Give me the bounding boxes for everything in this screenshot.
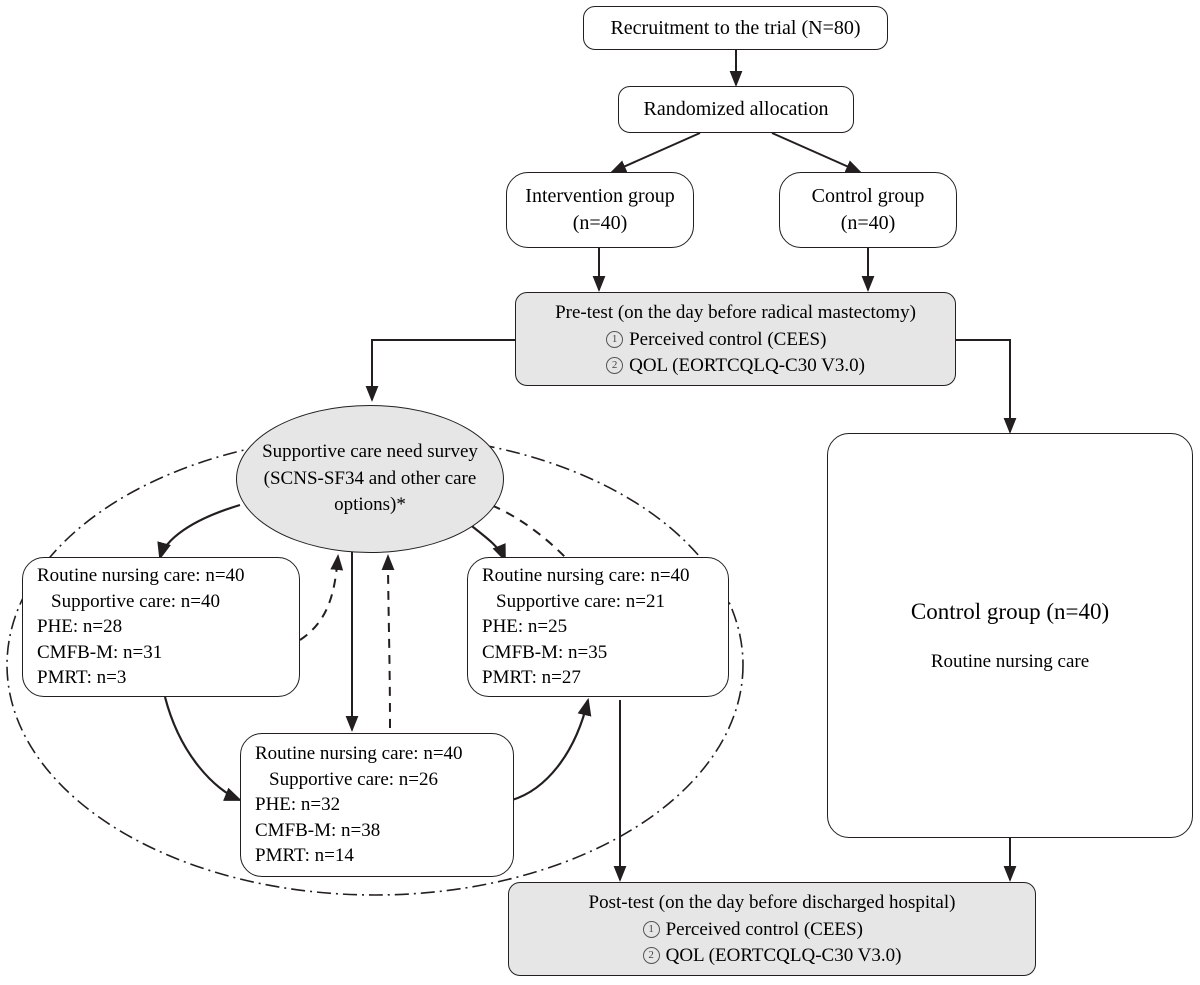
- cycle-bottom-line3: PHE: n=32: [255, 794, 341, 816]
- node-recruitment: [583, 6, 888, 50]
- control-arm-line1: Control group (n=40): [910, 599, 1110, 625]
- pretest-item-2: [606, 353, 865, 379]
- cycle-right-line2: Supportive care: n=21: [496, 590, 666, 612]
- pretest-title: Pre-test (on the day before radical mastectomy): [555, 301, 916, 323]
- cycle-right-line1: Routine nursing care: n=40: [482, 564, 690, 586]
- control-group-line2: (n=40): [840, 212, 896, 234]
- posttest-title: Post-test (on the day before discharged hospital): [588, 891, 956, 913]
- cycle-left-line2: Supportive care: n=40: [51, 590, 221, 612]
- survey-line1: Supportive care need survey: [262, 441, 478, 463]
- circled-number-1-icon: 1: [606, 331, 623, 348]
- posttest-item-1-label: Perceived control (CEES): [665, 919, 863, 941]
- cycle-bottom-line5: PMRT: n=14: [255, 845, 354, 867]
- node-supportive-care-need-survey: [236, 405, 504, 553]
- cycle-left-line5: PMRT: n=3: [37, 667, 127, 689]
- cycle-right-line3: PHE: n=25: [482, 616, 568, 638]
- cycle-right-line4: CMFB-M: n=35: [482, 641, 608, 663]
- survey-line3: options)*: [334, 494, 406, 516]
- node-cycle-left: [22, 557, 300, 697]
- node-cycle-bottom: [240, 733, 514, 877]
- cycle-bottom-line4: CMFB-M: n=38: [255, 819, 381, 841]
- intervention-group-line2: (n=40): [572, 212, 628, 234]
- node-control-group: [779, 172, 957, 248]
- control-group-line1: Control group: [811, 185, 925, 207]
- node-randomized-allocation: [618, 86, 854, 133]
- recruitment-label: Recruitment to the trial (N=80): [610, 16, 861, 39]
- cycle-right-line5: PMRT: n=27: [482, 667, 581, 689]
- cycle-left-line1: Routine nursing care: n=40: [37, 564, 245, 586]
- intervention-group-line1: Intervention group: [525, 185, 675, 207]
- cycle-left-line4: CMFB-M: n=31: [37, 641, 163, 663]
- circled-number-2-icon: 2: [606, 357, 623, 374]
- circled-number-1-icon: 1: [643, 921, 660, 938]
- cycle-bottom-line1: Routine nursing care: n=40: [255, 742, 463, 764]
- node-control-arm: [827, 433, 1193, 838]
- posttest-item-2-label: QOL (EORTCQLQ-C30 V3.0): [665, 944, 902, 966]
- control-arm-line2: Routine nursing care: [930, 651, 1090, 673]
- circled-number-2-icon: 2: [643, 947, 660, 964]
- pretest-item-1: [606, 327, 826, 353]
- pretest-item-1-label: Perceived control (CEES): [629, 329, 827, 351]
- node-intervention-group: [506, 172, 694, 248]
- node-posttest: [508, 882, 1036, 976]
- posttest-item-2: [643, 943, 902, 969]
- node-cycle-right: [467, 557, 729, 697]
- posttest-item-1: [643, 917, 863, 943]
- randomized-label: Randomized allocation: [643, 98, 829, 120]
- node-pretest: [515, 292, 956, 386]
- cycle-bottom-line2: Supportive care: n=26: [269, 768, 439, 790]
- pretest-item-2-label: QOL (EORTCQLQ-C30 V3.0): [629, 354, 865, 376]
- survey-line2: (SCNS-SF34 and other care: [263, 467, 477, 489]
- cycle-left-line3: PHE: n=28: [37, 616, 123, 638]
